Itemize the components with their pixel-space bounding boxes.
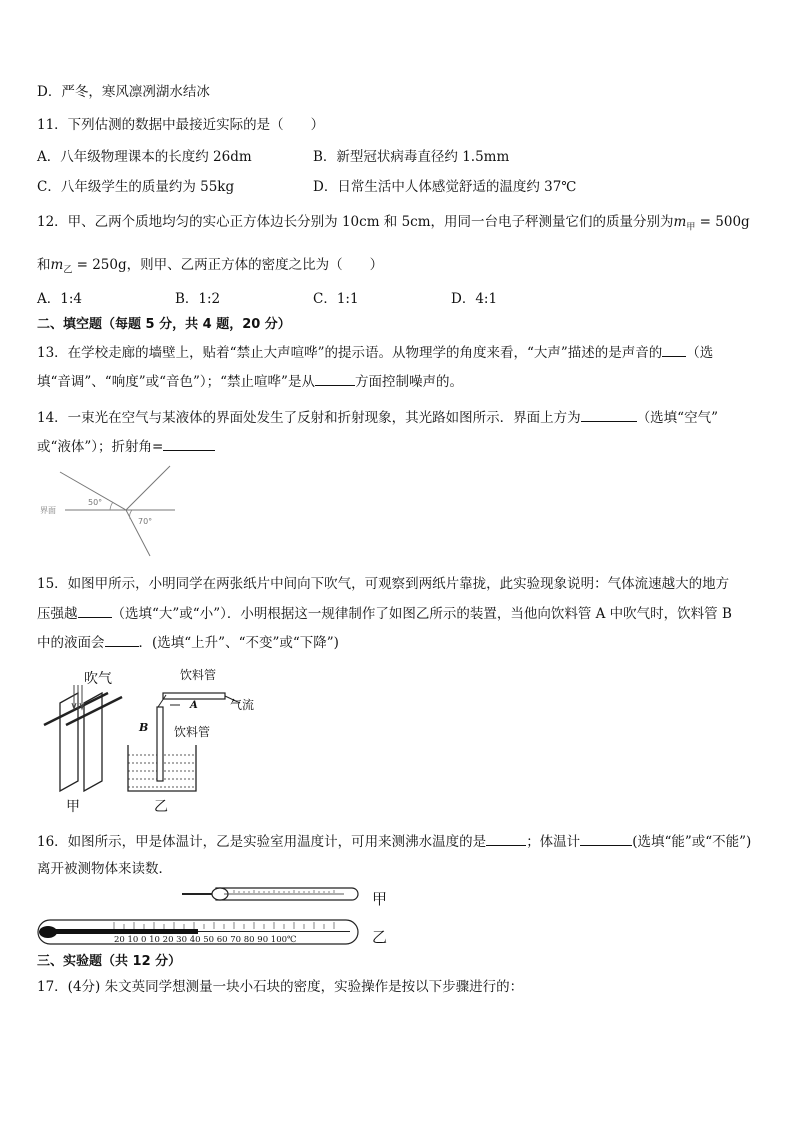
q11-option-a: A．八年级物理课本的长度约 26dm <box>37 149 252 165</box>
lab-thermometer-yi <box>38 920 358 945</box>
q16-thermometers-figure <box>34 882 394 950</box>
reflected-ray <box>126 466 170 510</box>
q16-line2: 离开被测物体来读数． <box>37 861 172 877</box>
fig-yi-label: 乙 <box>154 799 168 815</box>
q16-text1b: ；体温计 <box>526 834 581 850</box>
q12-stem-line1 <box>37 212 750 238</box>
q12-m2-symbol: m <box>50 257 64 273</box>
q13-line2 <box>37 371 463 392</box>
q14-line2 <box>37 436 215 457</box>
angle-arc-50 <box>110 502 113 510</box>
q14-blank1[interactable] <box>581 407 637 422</box>
beaker-apparatus-yi <box>128 693 240 791</box>
q15-line3 <box>37 632 339 653</box>
q15-line2 <box>37 603 732 624</box>
q15-text3a: 中的液面会 <box>37 635 105 651</box>
fig-boundary-label: 界面 <box>40 506 56 515</box>
q13-text2a: 填“音调”、“响度”或“音色”）；“禁止喧哗”是从 <box>37 374 315 390</box>
q15-blank1[interactable] <box>78 603 112 618</box>
fig-jia-label: 甲 <box>372 890 388 908</box>
q16-line1 <box>37 831 751 852</box>
q14-text2a: 或“液体”）；折射角= <box>37 439 164 455</box>
q12-option-a: A．1:4 <box>37 291 82 307</box>
q12-option-c: C．1:1 <box>313 291 359 307</box>
q12-m1-subscript: 甲 <box>686 222 696 233</box>
q15-text3b: ．(选填“上升”、“不变”或“下降”) <box>138 635 339 651</box>
q13-blank1[interactable] <box>662 342 686 357</box>
q13-line1 <box>37 342 713 363</box>
q16-text1c: (选填“能”或“不能”) <box>632 834 752 850</box>
q12-and: 和 <box>37 257 51 273</box>
q14-light-path-figure <box>40 462 180 558</box>
q12-stem2: ，则甲、乙两正方体的密度之比为（ ） <box>126 257 384 273</box>
q12-stem1: 12．甲、乙两个质地均匀的实心正方体边长分别为 10cm 和 5cm，用同一台电子秤测量它们的质量分别为 <box>37 214 674 230</box>
q11-option-b: B．新型冠状病毒直径约 1.5mm <box>313 149 510 165</box>
fig-angle-70: 70° <box>138 517 153 526</box>
fig-jia-label: 甲 <box>66 799 80 815</box>
q12-m2-value: = 250g <box>72 257 127 273</box>
paper-sheets-jia <box>44 685 122 791</box>
fig-yi-label: 乙 <box>372 928 388 946</box>
q17-line1: 17．(4分) 朱文英同学想测量一块小石块的密度，实验操作是按以下步骤进行的： <box>37 979 524 995</box>
q16-blank2[interactable] <box>580 831 632 846</box>
fig-blow-label: 吹气 <box>84 671 112 687</box>
q12-m2-subscript: 乙 <box>63 265 73 276</box>
fig-label-a: A <box>190 700 198 711</box>
fig-straw-bottom-label: 饮料管 <box>174 725 211 739</box>
section3-title: 三、实验题（共 12 分） <box>37 954 182 969</box>
q12-m1-symbol: m <box>673 214 687 230</box>
q11-option-d: D．日常生活中人体感觉舒适的温度约 37℃ <box>313 179 577 195</box>
q15-line1: 15．如图甲所示，小明同学在两张纸片中间向下吹气，可观察到两纸片靠拢，此实验现象说明：气体流速越大的地方 <box>37 576 730 592</box>
q13-blank2[interactable] <box>315 371 355 386</box>
q13-text2b: 方面控制噪声的。 <box>354 374 463 390</box>
q14-line1 <box>37 407 718 428</box>
section2-title: 二、填空题（每题 5 分，共 4 题，20 分） <box>37 317 291 332</box>
q11-stem: 11．下列估测的数据中最接近实际的是（ ） <box>37 117 325 133</box>
q11-option-c: C．八年级学生的质量约为 55kg <box>37 179 235 195</box>
fig-straw-top-label: 饮料管 <box>180 668 217 682</box>
q12-option-d: D．4:1 <box>451 291 498 307</box>
q10-option-d: D．严冬，寒风凛冽湖水结冰 <box>37 84 210 100</box>
fig-angle-50: 50° <box>88 498 103 507</box>
q12-m1-value: = 500g <box>695 214 750 230</box>
q13-text1a: 13．在学校走廊的墙壁上，贴着“禁止大声喧哗”的提示语。从物理学的角度来看，“大声”描述的是声音的 <box>37 345 663 361</box>
q15-text2b: （选填“大”或“小”）．小明根据这一规律制作了如图乙所示的装置，当他向饮料管 A 中吹气时，饮料管 B <box>111 606 732 622</box>
q15-text2a: 压强越 <box>37 606 78 622</box>
fig-airflow-label: 气流 <box>230 698 255 712</box>
q13-text1b: （选 <box>686 345 714 361</box>
q14-blank2[interactable] <box>163 436 215 451</box>
q15-blank2[interactable] <box>105 632 139 647</box>
angle-arc-70 <box>130 510 132 519</box>
q14-text1a: 14．一束光在空气与某液体的界面处发生了反射和折射现象，其光路如图所示．界面上方为 <box>37 410 581 426</box>
q16-text1a: 16．如图所示，甲是体温计，乙是实验室用温度计，可用来测沸水温度的是 <box>37 834 487 850</box>
fig-label-b: B <box>139 721 149 734</box>
q12-stem-line2 <box>37 255 383 281</box>
q15-experiment-figure <box>40 663 270 818</box>
q12-option-b: B．1:2 <box>175 291 221 307</box>
clinical-thermometer-jia <box>182 888 358 900</box>
q16-blank1[interactable] <box>486 831 526 846</box>
q14-text1b: （选填“空气” <box>636 410 718 426</box>
fig-thermometer-scale: 20 10 0 10 20 30 40 50 60 70 80 90 100℃ <box>114 935 297 945</box>
